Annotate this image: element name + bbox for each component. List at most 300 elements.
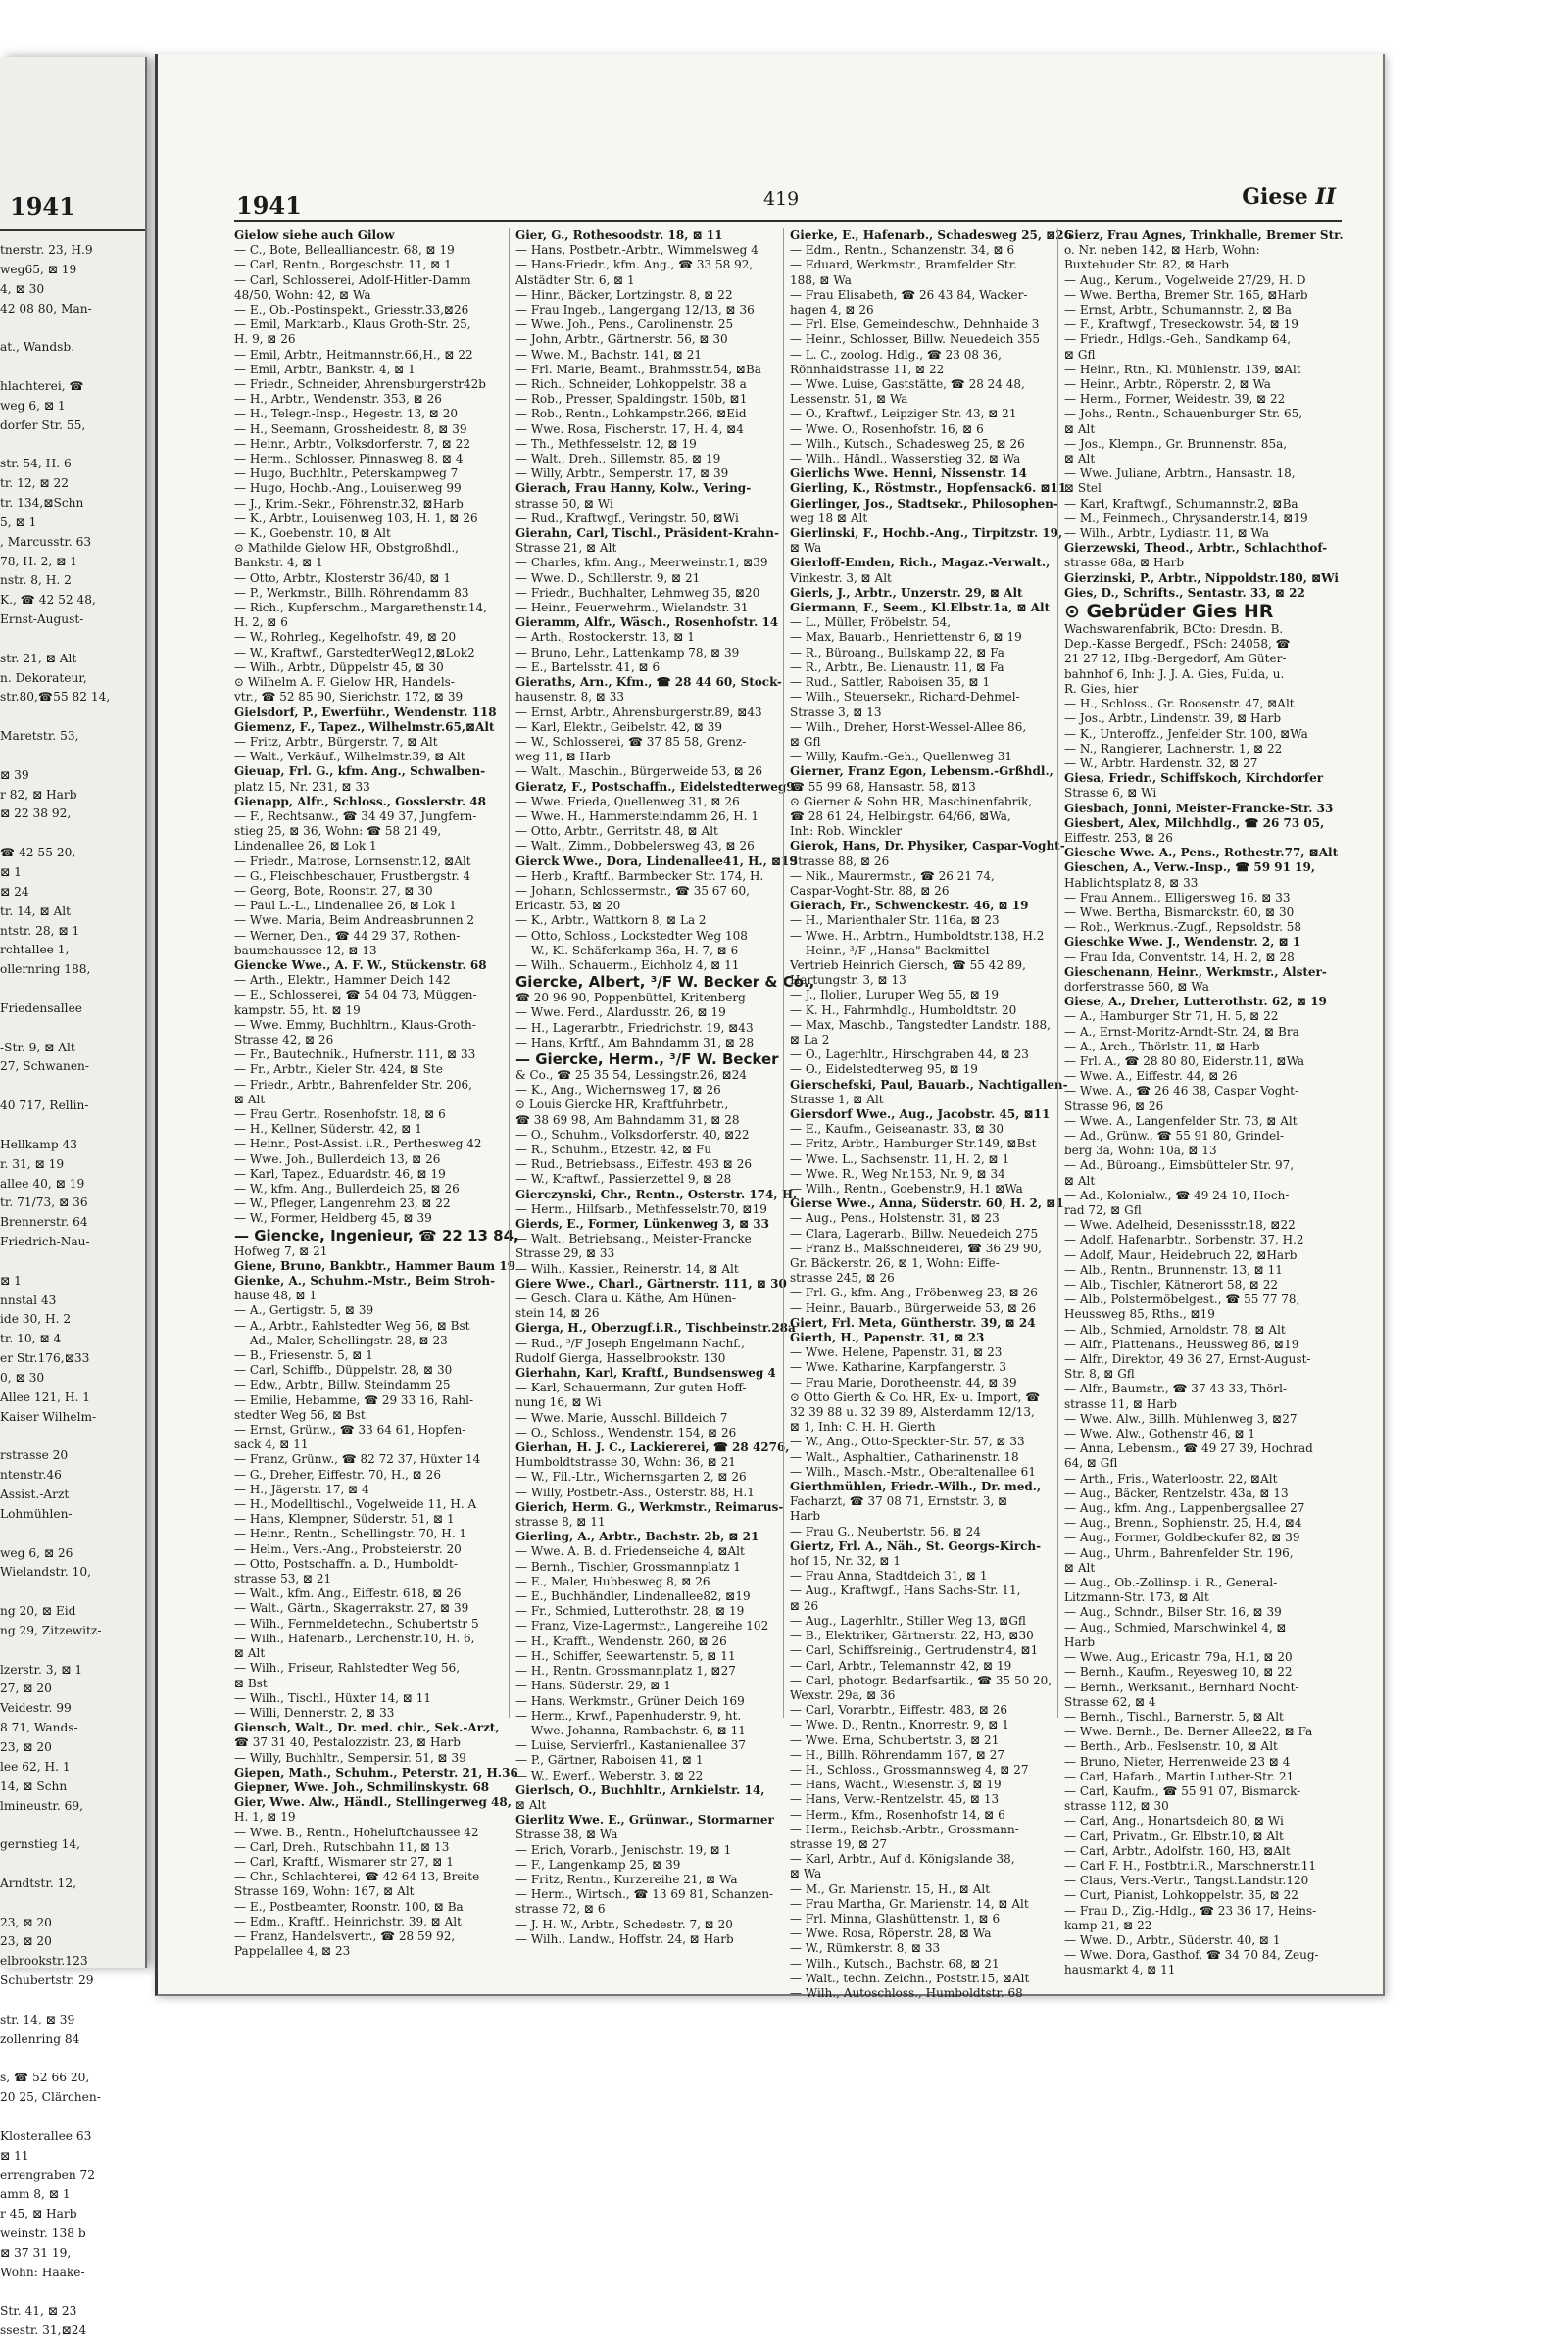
directory-entry: nung 16, ⊠ Wi — [515, 1395, 602, 1410]
left-page-line: , Marcusstr. 63 — [0, 534, 92, 549]
running-head — [1242, 184, 1336, 210]
directory-entry: — Wwe. Bernh., Be. Berner Allee22, ⊠ Fa — [1064, 1725, 1313, 1739]
directory-entry: — O., Schloss., Wendenstr. 154, ⊠ 26 — [515, 1425, 737, 1439]
directory-entry: — O., Kraftwf., Leipziger Str. 43, ⊠ 21 — [790, 407, 1017, 421]
directory-entry: — Wwe. A., ☎ 26 46 38, Caspar Voght- — [1064, 1084, 1299, 1098]
directory-entry: — Willi, Dennerstr. 2, ⊠ 33 — [234, 1705, 395, 1720]
left-page-line: weg 6, ⊠ 26 — [0, 1545, 74, 1560]
surname-entry: Gieuap, Frl. G., kfm. Ang., Schwalben- — [234, 764, 486, 779]
directory-entry: ⊠ Alt — [234, 1646, 266, 1661]
directory-entry: — Ad., Maler, Schellingstr. 28, ⊠ 23 — [234, 1333, 448, 1347]
directory-entry: — Wwe. R., Weg Nr.153, Nr. 9, ⊠ 34 — [790, 1166, 1005, 1181]
directory-entry: Hofweg 7, ⊠ 21 — [234, 1244, 328, 1258]
directory-entry: Litzmann-Str. 173, ⊠ Alt — [1064, 1590, 1209, 1605]
directory-entry: — Wwe. Bertha, Bismarckstr. 60, ⊠ 30 — [1064, 904, 1295, 919]
left-page-line: n. Dekorateur, — [0, 670, 87, 685]
directory-entry: — Rich., Kupferschm., Margarethenstr.14, — [234, 601, 487, 615]
directory-entry: — Erich, Vorarb., Jenischstr. 19, ⊠ 1 — [515, 1842, 732, 1857]
directory-entry: strasse 112, ⊠ 30 — [1064, 1799, 1169, 1814]
left-page-line: Allee 121, H. 1 — [0, 1390, 91, 1404]
surname-entry: Gierga, H., Oberzugf.i.R., Tischbeinstr.28a — [515, 1321, 796, 1336]
directory-entry: — Wwe. L., Sachsenstr. 11, H. 2, ⊠ 1 — [790, 1151, 1010, 1166]
directory-entry: kampstr. 55, ht. ⊠ 19 — [234, 1002, 361, 1017]
left-page-line — [0, 747, 145, 766]
directory-entry: — Walt., Zimm., Dobbelersweg 43, ⊠ 26 — [515, 839, 755, 853]
left-page-line: at., Wandsb. — [0, 340, 75, 355]
running-head-section: II — [1315, 184, 1336, 210]
directory-entry: — W., Arbtr. Hardenstr. 32, ⊠ 27 — [1064, 756, 1258, 770]
directory-entry: — Rud., Betriebsass., Eiffestr. 493 ⊠ 26 — [515, 1157, 752, 1172]
directory-entry: — Carl, Arbtr., Telemannstr. 42, ⊠ 19 — [790, 1658, 1012, 1673]
directory-entry: — H., Modelltischl., Vogelweide 11, H. A — [234, 1497, 477, 1512]
left-page-line: K., ☎ 42 52 48, — [0, 593, 96, 608]
left-page-line: rchtallee 1, — [0, 943, 70, 957]
directory-entry: hausmarkt 4, ⊠ 11 — [1064, 1963, 1176, 1977]
directory-entry: — Hans-Friedr., kfm. Ang., ☎ 33 58 92, — [515, 258, 754, 272]
directory-entry: — Carl, Rentn., Borgeschstr. 11, ⊠ 1 — [234, 258, 452, 272]
directory-entry: — Carl, Dreh., Rutschbahn 11, ⊠ 13 — [234, 1839, 450, 1854]
directory-entry: strasse 53, ⊠ 21 — [234, 1572, 332, 1586]
directory-entry: Wexstr. 29a, ⊠ 36 — [790, 1687, 896, 1702]
surname-entry: Gierlitz Wwe. E., Grünwar., Stormarner — [515, 1813, 774, 1828]
directory-entry: — Karl, Kraftwgf., Schumannstr.2, ⊠Ba — [1064, 496, 1298, 511]
left-page-line: 20 25, Clärchen- — [0, 2090, 101, 2105]
directory-entry: — Jos., Klempn., Gr. Brunnenstr. 85a, — [1064, 436, 1288, 451]
directory-entry: ⊠ Alt — [1064, 421, 1096, 436]
left-page-line — [0, 1525, 145, 1544]
directory-entry: — Franz, Grünw., ☎ 82 72 37, Hüxter 14 — [234, 1452, 481, 1467]
left-page-line: rstrasse 20 — [0, 1448, 69, 1463]
directory-entry: — Georg, Bote, Roonstr. 27, ⊠ 30 — [234, 883, 433, 898]
directory-entry: — H., Schiffer, Seewartenstr. 5, ⊠ 11 — [515, 1648, 736, 1663]
directory-entry: — Wilh., Kassier., Reinerstr. 14, ⊠ Alt — [515, 1261, 739, 1276]
left-page-line: str. 14, ⊠ 39 — [0, 2012, 75, 2026]
left-page-line: ⊠ 11 — [0, 2148, 29, 2163]
directory-entry: — Adolf, Hafenarbtr., Sorbenstr. 37, H.2 — [1064, 1233, 1304, 1247]
left-page-line: Assist.-Arzt — [0, 1488, 70, 1501]
directory-entry: — A., Hamburger Str 71, H. 5, ⊠ 22 — [1064, 1009, 1279, 1024]
left-page-line — [0, 1855, 145, 1875]
left-page-line — [0, 318, 145, 338]
directory-entry: — Walt., Asphaltier., Catharinenstr. 18 — [790, 1449, 1019, 1464]
directory-page — [155, 54, 1385, 2000]
directory-entry: — Wwe. H., Arbtrn., Humboldtstr.138, H.2 — [790, 928, 1045, 943]
directory-entry: Vinkestr. 3, ⊠ Alt — [790, 570, 892, 585]
directory-entry: — Franz B., Maßschneiderei, ☎ 36 29 90, — [790, 1241, 1042, 1255]
surname-entry: Gier, Wwe. Alw., Händl., Stellingerweg 48, — [234, 1795, 512, 1810]
directory-entry: — J., Krim.-Sekr., Föhrenstr.32, ⊠Harb — [234, 496, 464, 511]
directory-entry: strasse 68a, ⊠ Harb — [1064, 556, 1185, 570]
left-page-line: lee 62, H. 1 — [0, 1759, 71, 1774]
directory-entry: — Bernh., Kaufm., Reyesweg 10, ⊠ 22 — [1064, 1665, 1293, 1680]
surname-entry: Gierling, A., Arbtr., Bachstr. 2b, ⊠ 21 — [515, 1530, 760, 1544]
directory-entry: — K., Arbtr., Wattkorn 8, ⊠ La 2 — [515, 913, 707, 928]
left-page-line: er Str.176,⊠33 — [0, 1351, 90, 1366]
directory-entry: — C., Bote, Bellealliancestr. 68, ⊠ 19 — [234, 243, 455, 258]
surname-entry: Giemenz, F., Tapez., Wilhelmstr.65,⊠Alt — [234, 719, 495, 734]
left-page-line: ⊠ 22 38 92, — [0, 806, 72, 821]
left-page-line: str. 21, ⊠ Alt — [0, 651, 77, 665]
directory-entry: baumchaussee 12, ⊠ 13 — [234, 943, 377, 957]
directory-entry: — K., Unteroffz., Jenfelder Str. 100, ⊠Wa — [1064, 726, 1308, 741]
directory-entry: — Herm., Hilfsarb., Methfesselstr.70, ⊠19 — [515, 1201, 767, 1216]
directory-entry: — H., Billh. Röhrendamm 167, ⊠ 27 — [790, 1747, 1005, 1762]
left-page-line — [0, 1252, 145, 1272]
directory-entry: Strasse 96, ⊠ 26 — [1064, 1098, 1164, 1113]
directory-entry: — F., Rechtsanw., ☎ 34 49 37, Jungfern- — [234, 808, 477, 823]
directory-entry: — Walt., Maschin., Bürgerweide 53, ⊠ 26 — [515, 764, 763, 779]
directory-entry: Hablichtsplatz 8, ⊠ 33 — [1064, 875, 1199, 890]
directory-entry: — Curt, Pianist, Lohkoppelstr. 35, ⊠ 22 — [1064, 1888, 1298, 1903]
directory-entry: — Nik., Maurermstr., ☎ 26 21 74, — [790, 868, 995, 883]
directory-entry: — P., Gärtner, Raboisen 41, ⊠ 1 — [515, 1753, 704, 1768]
directory-entry: — W., Schlosserei, ☎ 37 85 58, Grenz- — [515, 734, 747, 749]
directory-entry: — Max, Bauarb., Henriettenstr 6, ⊠ 19 — [790, 630, 1022, 645]
directory-entry: Strasse 88, ⊠ 26 — [790, 853, 890, 868]
directory-entry: — Willy, Arbtr., Semperstr. 17, ⊠ 39 — [515, 466, 729, 481]
surname-entry: Gierloff-Emden, Rich., Magaz.-Verwalt., — [790, 556, 1051, 570]
directory-entry: ⊠ 26 — [790, 1598, 819, 1613]
directory-entry: ☎ 55 99 68, Hansastr. 58, ⊠13 — [790, 779, 976, 794]
directory-entry: — Frl. Minna, Glashüttenstr. 1, ⊠ 6 — [790, 1911, 1001, 1926]
directory-entry: — Bruno, Lehr., Lattenkamp 78, ⊠ 39 — [515, 645, 740, 659]
left-page-line: Veidestr. 99 — [0, 1701, 72, 1716]
surname-entry: Gierck Wwe., Dora, Lindenallee41, H., ⊠19 — [515, 853, 798, 868]
directory-entry: — Heinr., Bauarb., Bürgerweide 53, ⊠ 26 — [790, 1300, 1037, 1315]
directory-entry: — Heinr., Arbtr., Röperstr. 2, ⊠ Wa — [1064, 377, 1271, 392]
left-page-line: ntenstr.46 — [0, 1468, 62, 1483]
page-header — [158, 54, 1383, 225]
left-page-line: 14, ⊠ Schn — [0, 1779, 68, 1793]
directory-entry: — E., Postbeamter, Roonstr. 100, ⊠ Ba — [234, 1899, 464, 1914]
directory-entry: — Carl F. H., Postbtr.i.R., Marschnerstr.11 — [1064, 1858, 1317, 1873]
directory-entry: — Max, Maschb., Tangstedter Landstr. 188, — [790, 1017, 1051, 1032]
left-page-line: elbrookstr.123 — [0, 1954, 88, 1969]
directory-entry: — E., Buchhändler, Lindenallee82, ⊠19 — [515, 1589, 751, 1604]
directory-entry: — Jos., Arbtr., Lindenstr. 39, ⊠ Harb — [1064, 711, 1282, 726]
directory-entry: — J. H. W., Arbtr., Schedestr. 7, ⊠ 20 — [515, 1917, 733, 1931]
directory-entry: — Hans, Werkmstr., Grüner Deich 169 — [515, 1693, 745, 1708]
directory-entry: — Fr., Bautechnik., Hufnerstr. 111, ⊠ 33 — [234, 1048, 476, 1062]
directory-entry: — A., Arbtr., Rahlstedter Weg 56, ⊠ Bst — [234, 1318, 470, 1333]
directory-entry: — W., Pfleger, Langenrehm 23, ⊠ 22 — [234, 1196, 451, 1211]
directory-entry: — Anna, Lebensm., ☎ 49 27 39, Hochrad — [1064, 1441, 1313, 1456]
directory-entry: — Wilh., Arbtr., Lydiastr. 11, ⊠ Wa — [1064, 526, 1270, 541]
directory-entry: Gr. Bäckerstr. 26, ⊠ 1, Wohn: Eiffe- — [790, 1256, 1000, 1271]
directory-entry: — H., Schloss., Grossmannsweg 4, ⊠ 27 — [790, 1762, 1029, 1777]
directory-entry: — Carl, Arbtr., Adolfstr. 160, H3, ⊠Alt — [1064, 1843, 1291, 1858]
directory-entry: — N., Rangierer, Lachnerstr. 1, ⊠ 22 — [1064, 741, 1283, 756]
surname-entry: Gielow siehe auch Gilow — [234, 228, 395, 242]
directory-entry: — Wwe. Helene, Papenstr. 31, ⊠ 23 — [790, 1345, 1003, 1360]
left-page-line — [0, 824, 145, 844]
left-page-line: 40 717, Rellin- — [0, 1098, 89, 1113]
directory-entry: — Fr., Schmied, Lutterothstr. 28, ⊠ 19 — [515, 1604, 745, 1619]
directory-entry: — L. C., zoolog. Hdlg., ☎ 23 08 36, — [790, 347, 1002, 362]
directory-entry: Strasse 1, ⊠ Alt — [790, 1092, 884, 1106]
directory-entry: stedter Weg 56, ⊠ Bst — [234, 1407, 366, 1422]
surname-entry: Gierczynski, Chr., Rentn., Osterstr. 174, H. — [515, 1187, 798, 1201]
directory-entry: — H., Krafft., Wendenstr. 260, ⊠ 26 — [515, 1634, 727, 1648]
directory-entry: & Co., ☎ 25 35 54, Lessingstr.26, ⊠24 — [515, 1067, 748, 1082]
directory-entry: Lessenstr. 51, ⊠ Wa — [790, 392, 908, 407]
directory-entry: — Herm., Schlosser, Pinnasweg 8, ⊠ 4 — [234, 452, 464, 466]
left-page-line — [0, 358, 145, 377]
directory-entry: — Wwe. A., Eiffestr. 44, ⊠ 26 — [1064, 1069, 1238, 1084]
directory-entry: — Willy, Postbetr.-Ass., Osterstr. 88, H.1 — [515, 1485, 755, 1499]
directory-entry: — H., Schloss., Gr. Roosenstr. 47, ⊠Alt — [1064, 697, 1295, 711]
surname-entry: Gierls, J., Arbtr., Unzerstr. 29, ⊠ Alt — [790, 585, 1023, 600]
directory-entry: ⊠ Alt — [515, 1797, 547, 1812]
left-page-line — [0, 2049, 145, 2069]
directory-entry: Dep.-Kasse Bergedf., PSch: 24058, ☎ — [1064, 637, 1291, 652]
directory-entry: H. 2, ⊠ 6 — [234, 615, 288, 630]
left-page-line: Ernst-August- — [0, 612, 84, 627]
directory-entry: — E., Maler, Hubbesweg 8, ⊠ 26 — [515, 1574, 710, 1588]
directory-entry: — Aug., Uhrm., Bahrenfelder Str. 196, — [1064, 1545, 1294, 1560]
left-page-line: nnstal 43 — [0, 1292, 57, 1307]
directory-entry: ⊠ Alt — [1064, 1173, 1096, 1188]
directory-entry: Pappelallee 4, ⊠ 23 — [234, 1944, 351, 1959]
directory-entry: kamp 21, ⊠ 22 — [1064, 1918, 1152, 1932]
left-page-line: Friedensallee — [0, 1000, 82, 1015]
directory-entry: — Johs., Rentn., Schauenburger Str. 65, — [1064, 407, 1303, 421]
directory-entry: — F., Langenkamp 25, ⊠ 39 — [515, 1857, 681, 1872]
directory-entry: — H., Kellner, Süderstr. 42, ⊠ 1 — [234, 1122, 422, 1137]
left-page-line: tr. 134,⊠Schn — [0, 495, 84, 510]
column-3 — [783, 228, 1072, 2000]
directory-entry: ☎ 38 69 98, Am Bahndamm 31, ⊠ 28 — [515, 1112, 740, 1127]
directory-entry: Harb — [1064, 1634, 1096, 1649]
directory-entry: Strasse 62, ⊠ 4 — [1064, 1694, 1156, 1709]
directory-entry: — Rud., Sattler, Raboisen 35, ⊠ 1 — [790, 675, 991, 690]
directory-entry: — Hans, Postbetr.-Arbtr., Wimmelsweg 4 — [515, 243, 759, 258]
directory-entry: — Wwe. Erna, Schubertstr. 3, ⊠ 21 — [790, 1732, 1000, 1747]
directory-entry: Strasse 169, Wohn: 167, ⊠ Alt — [234, 1884, 415, 1899]
directory-entry: — Berth., Arb., Feslsenstr. 10, ⊠ Alt — [1064, 1739, 1278, 1754]
directory-entry: — Arth., Elektr., Hammer Deich 142 — [234, 973, 451, 988]
directory-entry: — Friedr., Hdlgs.-Geh., Sandkamp 64, — [1064, 332, 1292, 347]
directory-entry: — Karl, Tapez., Eduardstr. 46, ⊠ 19 — [234, 1166, 446, 1181]
directory-entry: — Wilh., Kutsch., Bachstr. 68, ⊠ 21 — [790, 1956, 1000, 1971]
directory-entry: — Bernh., Tischl., Barnerstr. 5, ⊠ Alt — [1064, 1709, 1284, 1724]
directory-entry: — Herm., Wirtsch., ☎ 13 69 81, Schanzen- — [515, 1887, 774, 1902]
directory-entry: — Emil, Arbtr., Bankstr. 4, ⊠ 1 — [234, 362, 416, 376]
directory-entry: — Wilh., Arbtr., Düppelstr 45, ⊠ 30 — [234, 659, 444, 674]
left-page-line — [0, 1583, 145, 1602]
surname-entry: Gienke, A., Schuhm.-Mstr., Beim Stroh- — [234, 1274, 496, 1289]
left-page-line: ⊠ 39 — [0, 767, 29, 782]
directory-entry: Harb — [790, 1509, 821, 1524]
left-page-line: Str. 41, ⊠ 23 — [0, 2304, 77, 2318]
directory-entry: Strasse 42, ⊠ 26 — [234, 1032, 334, 1047]
directory-entry: — B., Friesenstr. 5, ⊠ 1 — [234, 1348, 373, 1363]
directory-entry: — Ernst, Arbtr., Ahrensburgerstr.89, ⊠43 — [515, 705, 762, 719]
left-page-line: str.80,☎55 82 14, — [0, 690, 111, 705]
directory-entry: — Emilie, Hebamme, ☎ 29 33 16, Rahl- — [234, 1392, 474, 1407]
surname-entry: Gierach, Frau Hanny, Kolw., Vering- — [515, 481, 752, 496]
directory-entry: — Wilh., Tischl., Hüxter 14, ⊠ 11 — [234, 1690, 431, 1705]
left-page-line: dorfer Str. 55, — [0, 417, 86, 432]
directory-entry: — Carl, Vorarbtr., Eiffestr. 483, ⊠ 26 — [790, 1703, 1008, 1718]
directory-entry: — Wwe. M., Bachstr. 141, ⊠ 21 — [515, 347, 703, 362]
directory-entry: — R., Büroang., Bullskamp 22, ⊠ Fa — [790, 645, 1004, 659]
directory-entry: — Herb., Kraftf., Barmbecker Str. 174, H. — [515, 868, 764, 883]
directory-entry: — R., Schuhm., Etzestr. 42, ⊠ Fu — [515, 1142, 712, 1156]
directory-entry: hagen 4, ⊠ 26 — [790, 303, 874, 317]
directory-entry: — Fritz, Arbtr., Bürgerstr. 7, ⊠ Alt — [234, 734, 438, 749]
left-page-line — [0, 1894, 145, 1914]
directory-entry: — Ad., Grünw., ☎ 55 91 80, Grindel- — [1064, 1128, 1285, 1143]
left-page-line: Hellkamp 43 — [0, 1137, 78, 1151]
left-page-line: ⊠ 24 — [0, 884, 29, 899]
left-page-line — [0, 1077, 145, 1097]
left-page-line: ntstr. 28, ⊠ 1 — [0, 923, 80, 938]
surname-entry: Gierthmühlen, Friedr.-Wilh., Dr. med., — [790, 1480, 1042, 1494]
directory-entry: Eiffestr. 253, ⊠ 26 — [1064, 830, 1173, 845]
surname-entry: Gieschenann, Heinr., Werkmstr., Alster- — [1064, 964, 1327, 979]
directory-entry: strasse 11, ⊠ Harb — [1064, 1396, 1177, 1411]
directory-entry: — Hans, Klempner, Süderstr. 51, ⊠ 1 — [234, 1512, 455, 1527]
surname-entry: Giene, Bruno, Bankbtr., Hammer Baum 19 — [234, 1258, 515, 1273]
directory-entry: — G., Dreher, Eiffestr. 70, H., ⊠ 26 — [234, 1467, 441, 1482]
left-page-line: Wielandstr. 10, — [0, 1565, 92, 1580]
directory-entry: — Ernst, Arbtr., Schumannstr. 2, ⊠ Ba — [1064, 303, 1292, 317]
directory-entry: — W., Kl. Schäferkamp 36a, H. 7, ⊠ 6 — [515, 943, 739, 957]
directory-entry: — Fritz, Arbtr., Hamburger Str.149, ⊠Bst — [790, 1137, 1037, 1151]
left-page-line — [0, 980, 145, 1000]
left-page-line — [0, 1641, 145, 1661]
directory-entry: — Alb., Polstermöbelgest., ☎ 55 77 78, — [1064, 1292, 1300, 1307]
surname-entry: Giesa, Friedr., Schiffskoch, Kirchdorfer — [1064, 771, 1324, 786]
left-page-line — [0, 435, 145, 455]
directory-entry: — W., Rümkerstr. 8, ⊠ 33 — [790, 1941, 941, 1956]
directory-entry: — Bernh., Tischler, Grossmannplatz 1 — [515, 1559, 741, 1574]
directory-entry: — K. H., Fahrmhdlg., Humboldtstr. 20 — [790, 1002, 1017, 1017]
directory-entry: — Carl, Hafarb., Martin Luther-Str. 21 — [1064, 1769, 1295, 1783]
directory-entry: — Adolf, Maur., Heidebruch 22, ⊠Harb — [1064, 1247, 1298, 1262]
directory-entry: — Charles, kfm. Ang., Meerweinstr.1, ⊠39 — [515, 556, 768, 570]
directory-entry: — Rud., Kraftwgf., Veringstr. 50, ⊠Wi — [515, 511, 739, 525]
directory-entry: Hartungstr. 3, ⊠ 13 — [790, 973, 906, 988]
directory-entry: — O., Eidelstedterweg 95, ⊠ 19 — [790, 1062, 978, 1077]
directory-entry: 32 39 88 u. 32 39 89, Alsterdamm 12/13, — [790, 1405, 1035, 1420]
surname-entry: Giencke Wwe., A. F. W., Stückenstr. 68 — [234, 957, 487, 972]
left-page-line: ng 20, ⊠ Eid — [0, 1604, 76, 1619]
directory-entry: — K., Arbtr., Louisenweg 103, H. 1, ⊠ 26 — [234, 511, 478, 525]
directory-entry: — O., Lagerhltr., Hirschgraben 44, ⊠ 23 — [790, 1048, 1029, 1062]
directory-entry: — Aug., kfm. Ang., Lappenbergsallee 27 — [1064, 1501, 1305, 1516]
left-page-line: lzerstr. 3, ⊠ 1 — [0, 1662, 83, 1677]
left-page-line — [0, 1991, 145, 2011]
directory-entry: — Alfr., Direktor, 49 36 27, Ernst-August- — [1064, 1352, 1311, 1367]
left-page-line: Wohn: Haake- — [0, 2265, 85, 2279]
surname-entry: Gierschefski, Paul, Bauarb., Nachtigallen- — [790, 1077, 1068, 1092]
directory-entry: — Wwe. Dora, Gasthof, ☎ 34 70 84, Zeug- — [1064, 1948, 1319, 1963]
directory-columns — [234, 228, 1344, 2000]
directory-entry: ⊠ Stel — [1064, 481, 1102, 496]
firm-heading: ⊙ Gebrüder Gies HR — [1064, 601, 1274, 623]
left-page-line — [0, 1427, 145, 1446]
directory-entry: — Carl, photogr. Bedarfsartik., ☎ 35 50 20, — [790, 1673, 1053, 1687]
directory-entry: — H., Rentn. Grossmannplatz 1, ⊠27 — [515, 1664, 736, 1679]
directory-entry: — Arth., Fris., Waterloostr. 22, ⊠Alt — [1064, 1471, 1278, 1486]
directory-entry: — Wwe. Ferd., Alardusstr. 26, ⊠ 19 — [515, 1005, 726, 1020]
surname-entry: Gierlsch, O., Buchhltr., Arnkielstr. 14, — [515, 1782, 765, 1797]
directory-entry: — Wwe. Aug., Ericastr. 79a, H.1, ⊠ 20 — [1064, 1650, 1293, 1665]
directory-entry: — Wilh., Schauerm., Eichholz 4, ⊠ 11 — [515, 957, 740, 972]
directory-entry: ⊠ Gfl — [790, 734, 821, 749]
surname-entry: Gierse Wwe., Anna, Süderstr. 60, H. 2, ⊠1 — [790, 1196, 1064, 1211]
directory-entry: — Alb., Rentn., Brunnenstr. 13, ⊠ 11 — [1064, 1262, 1283, 1277]
directory-entry: — Herm., Former, Weidestr. 39, ⊠ 22 — [1064, 392, 1286, 407]
directory-entry: — Wwe. Maria, Beim Andreasbrunnen 2 — [234, 913, 475, 928]
directory-entry: — Wilh., Fernmeldetechn., Schubertstr 5 — [234, 1616, 479, 1631]
directory-entry: vtr., ☎ 52 85 90, Sierichstr. 172, ⊠ 39 — [234, 690, 464, 705]
surname-entry: Gier, G., Rothesoodstr. 18, ⊠ 11 — [515, 228, 723, 242]
directory-entry: — Luise, Servierfrl., Kastanienallee 37 — [515, 1738, 746, 1753]
directory-entry: — W., Kraftwf., Passierzettel 9, ⊠ 28 — [515, 1172, 732, 1187]
directory-entry: — R., Arbtr., Be. Lienaustr. 11, ⊠ Fa — [790, 659, 1004, 674]
left-page-line: tr. 14, ⊠ Alt — [0, 903, 72, 918]
directory-entry: — Walt., Dreh., Sillemstr. 85, ⊠ 19 — [515, 452, 721, 466]
directory-entry: — K., Ang., Wichernsweg 17, ⊠ 26 — [515, 1083, 721, 1097]
directory-entry: — B., Elektriker, Gärtnerstr. 22, H3, ⊠30 — [790, 1629, 1034, 1643]
directory-entry: — Otto, Arbtr., Klosterstr 36/40, ⊠ 1 — [234, 570, 452, 585]
directory-entry: — Willy, Buchhltr., Sempersir. 51, ⊠ 39 — [234, 1750, 466, 1765]
directory-entry: — Frl. A., ☎ 28 80 80, Eiderstr.11, ⊠Wa — [1064, 1053, 1305, 1068]
surname-entry: Gierich, Herm. G., Werkmstr., Reimarus- — [515, 1499, 784, 1514]
directory-entry: — Wwe. Alw., Gothenstr 46, ⊠ 1 — [1064, 1427, 1256, 1441]
directory-entry: — Frau Marie, Dorotheenstr. 44, ⊠ 39 — [790, 1375, 1017, 1390]
directory-entry: H. 9, ⊠ 26 — [234, 332, 296, 347]
directory-entry: ⊠ Bst — [234, 1676, 268, 1690]
directory-entry: — A., Arch., Thörlstr. 11, ⊠ Harb — [1064, 1039, 1260, 1053]
left-page-line — [0, 1816, 145, 1835]
directory-entry: rad 72, ⊠ Gfl — [1064, 1203, 1142, 1217]
left-page-line — [0, 1019, 145, 1039]
directory-entry: — Carl, Privatm., Gr. Elbstr.10, ⊠ Alt — [1064, 1829, 1284, 1843]
left-page-line: gernstieg 14, — [0, 1837, 81, 1852]
directory-entry: — Alfr., Baumstr., ☎ 37 43 33, Thörl- — [1064, 1382, 1287, 1396]
left-page-line: 4, ⊠ 30 — [0, 281, 45, 296]
directory-entry: — Wwe. O., Rosenhofstr. 16, ⊠ 6 — [790, 421, 984, 436]
directory-entry: ⊙ Louis Giercke HR, Kraftfuhrbetr., — [515, 1097, 729, 1112]
directory-entry: Inh: Rob. Winckler — [790, 824, 902, 839]
directory-entry: — Willy, Kaufm.-Geh., Quellenweg 31 — [790, 750, 1012, 764]
directory-entry: — Frl. Else, Gemeindeschw., Dehnhaide 3 — [790, 317, 1040, 332]
directory-entry: — Wwe. Luise, Gaststätte, ☎ 28 24 48, — [790, 377, 1025, 392]
directory-entry: strasse 50, ⊠ Wi — [515, 496, 613, 511]
surname-entry: Giert, Frl. Meta, Güntherstr. 39, ⊠ 24 — [790, 1315, 1036, 1330]
directory-entry: — A., Gertigstr. 5, ⊠ 39 — [234, 1303, 374, 1318]
directory-entry: Str. 8, ⊠ Gfl — [1064, 1367, 1135, 1382]
directory-entry: — Hans, Wächt., Wiesenstr. 3, ⊠ 19 — [790, 1778, 1002, 1792]
directory-entry: strasse 19, ⊠ 27 — [790, 1836, 888, 1851]
directory-entry: — Wwe. Rosa, Fischerstr. 17, H. 4, ⊠4 — [515, 421, 744, 436]
left-page-line: ollernring 188, — [0, 962, 91, 977]
directory-entry: — Wwe. A. B. d. Friedenseiche 4, ⊠Alt — [515, 1544, 745, 1559]
directory-entry: — Aug., Kraftwgf., Hans Sachs-Str. 11, — [790, 1584, 1021, 1598]
left-page-year: 1941 — [10, 192, 75, 220]
directory-entry: ⊠ La 2 — [790, 1032, 830, 1047]
directory-entry: — Frau Elisabeth, ☎ 26 43 84, Wacker- — [790, 287, 1028, 302]
directory-entry: ⊙ Wilhelm A. F. Gielow HR, Handels- — [234, 675, 455, 690]
directory-entry: — K., Goebenstr. 10, ⊠ Alt — [234, 526, 391, 541]
directory-entry: — Wilh., Steuersekr., Richard-Dehmel- — [790, 690, 1020, 705]
directory-entry: — Frau D., Zig.-Hdlg., ☎ 23 36 17, Heins- — [1064, 1903, 1317, 1918]
directory-entry: — Carl, Schiffsreinig., Gertrudenstr.4, ⊠1 — [790, 1643, 1039, 1658]
